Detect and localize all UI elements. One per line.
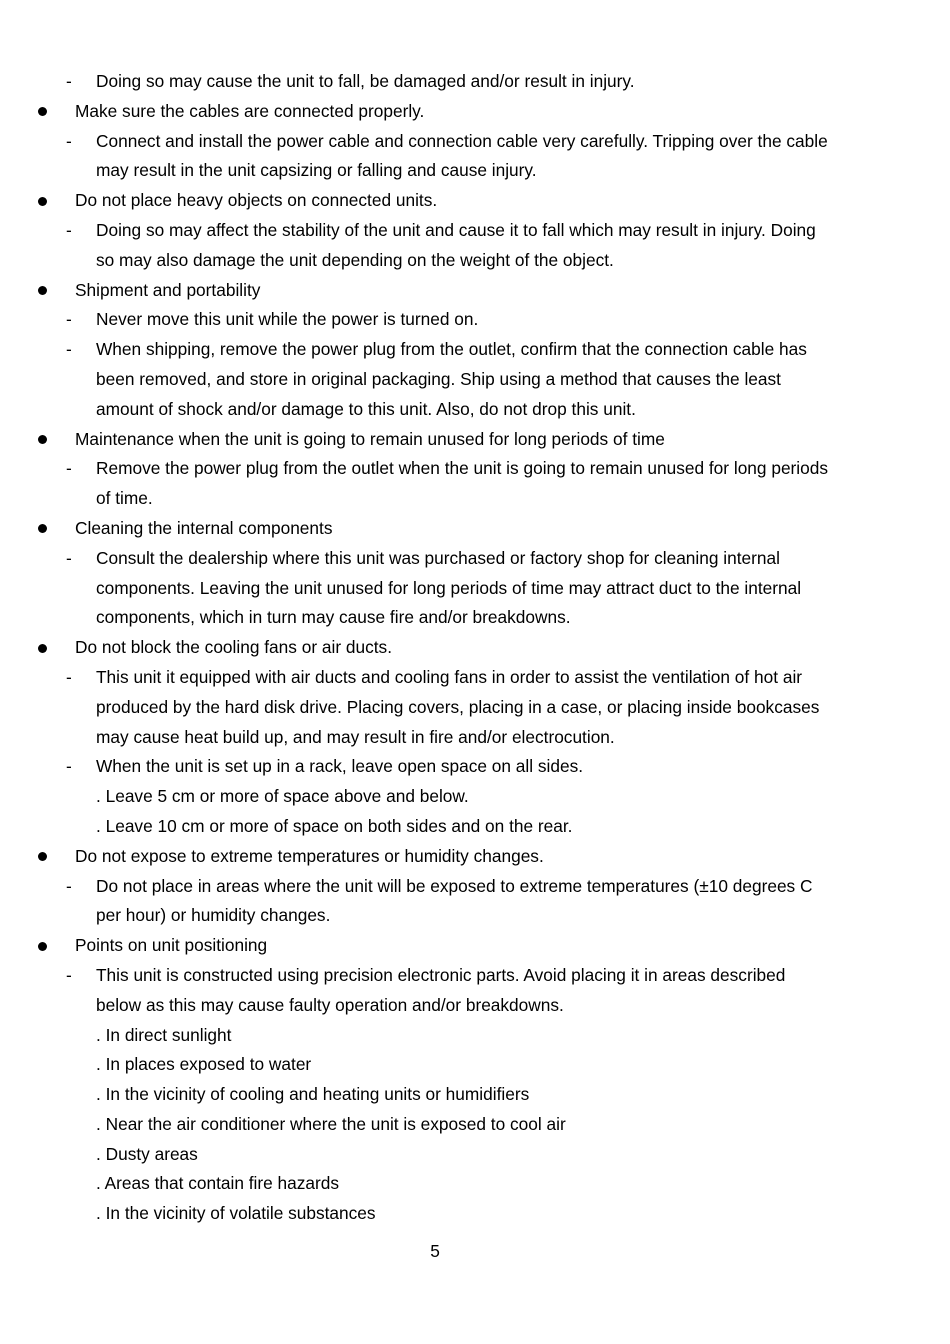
dash-item xyxy=(0,663,950,693)
line-text: Cleaning the internal components xyxy=(75,517,333,538)
dash-marker: - xyxy=(66,309,72,330)
bullet-heading xyxy=(0,633,950,663)
dash-item xyxy=(0,752,950,782)
line-text: . In direct sunlight xyxy=(96,1024,232,1045)
dash-item xyxy=(0,872,950,902)
line-text: of time. xyxy=(96,488,153,509)
line-text: . In the vicinity of cooling and heating units or humidifiers xyxy=(96,1084,530,1105)
line-text: below as this may cause faulty operation and/or breakdowns. xyxy=(96,994,564,1015)
page-number: 5 xyxy=(430,1241,440,1261)
dash-item xyxy=(0,127,950,157)
dash-item xyxy=(0,67,950,97)
sub-item xyxy=(0,1169,950,1199)
continuation-line xyxy=(0,574,950,604)
sub-item xyxy=(0,1140,950,1170)
dash-item xyxy=(0,544,950,574)
bullet-dot-icon xyxy=(38,435,47,444)
sub-item xyxy=(0,1199,950,1229)
continuation-line xyxy=(0,603,950,633)
bullet-dot-icon xyxy=(38,644,47,653)
dash-marker: - xyxy=(66,458,72,479)
bullet-heading xyxy=(0,842,950,872)
line-text: per hour) or humidity changes. xyxy=(96,905,331,926)
sub-item xyxy=(0,1080,950,1110)
sub-item xyxy=(0,812,950,842)
dash-marker: - xyxy=(66,219,72,240)
line-text: Do not place in areas where the unit will be exposed to extreme temperatures (±10 degrees C xyxy=(96,875,813,896)
dash-item xyxy=(0,335,950,365)
line-text: components. Leaving the unit unused for long periods of time may attract duct to the internal xyxy=(96,577,802,598)
dash-item xyxy=(0,216,950,246)
line-text: This unit is constructed using precision electronic parts. Avoid placing it in areas described xyxy=(96,964,786,985)
line-text: amount of shock and/or damage to this unit. Also, do not drop this unit. xyxy=(96,398,636,419)
bullet-heading xyxy=(0,276,950,306)
dash-marker: - xyxy=(66,130,72,151)
line-text: Never move this unit while the power is turned on. xyxy=(96,309,479,330)
line-text: Remove the power plug from the outlet when the unit is going to remain unused for long periods xyxy=(96,458,829,479)
line-text: . Leave 5 cm or more of space above and below. xyxy=(96,786,469,807)
line-text: Maintenance when the unit is going to remain unused for long periods of time xyxy=(75,428,665,449)
line-text: . In the vicinity of volatile substances xyxy=(96,1203,376,1224)
bullet-dot-icon xyxy=(38,524,47,533)
line-text: Points on unit positioning xyxy=(75,935,268,956)
sub-item xyxy=(0,1050,950,1080)
dash-item xyxy=(0,305,950,335)
line-text: produced by the hard disk drive. Placing covers, placing in a case, or placing inside bookcases xyxy=(96,696,820,717)
line-text: . Areas that contain fire hazards xyxy=(96,1173,340,1194)
line-text: components, which in turn may cause fire and/or breakdowns. xyxy=(96,607,571,628)
line-text: Connect and install the power cable and connection cable very carefully. Tripping over the cable xyxy=(96,130,828,151)
dash-marker: - xyxy=(66,756,72,777)
sub-item xyxy=(0,782,950,812)
sub-item xyxy=(0,1021,950,1051)
bullet-dot-icon xyxy=(38,942,47,951)
bullet-dot-icon xyxy=(38,197,47,206)
line-text: Doing so may cause the unit to fall, be damaged and/or result in injury. xyxy=(96,71,635,91)
dash-marker: - xyxy=(66,875,72,896)
dash-item xyxy=(0,454,950,484)
document-body xyxy=(0,67,950,1229)
line-text: When shipping, remove the power plug from the outlet, confirm that the connection cable has xyxy=(96,339,807,360)
dash-marker: - xyxy=(66,547,72,568)
line-text: This unit it equipped with air ducts and cooling fans in order to assist the ventilation of hot air xyxy=(96,666,803,687)
line-text: Do not expose to extreme temperatures or humidity changes. xyxy=(75,845,544,866)
line-text: so may also damage the unit depending on the weight of the object. xyxy=(96,249,614,270)
dash-marker: - xyxy=(66,339,72,360)
line-text: . Near the air conditioner where the unit is exposed to cool air xyxy=(96,1113,566,1134)
line-text: When the unit is set up in a rack, leave open space on all sides. xyxy=(96,756,584,777)
bullet-heading xyxy=(0,514,950,544)
continuation-line xyxy=(0,484,950,514)
line-text: . Leave 10 cm or more of space on both sides and on the rear. xyxy=(96,815,573,836)
dash-marker: - xyxy=(66,71,72,91)
line-text: . Dusty areas xyxy=(96,1143,198,1164)
line-text: Make sure the cables are connected properly. xyxy=(75,100,425,121)
bullet-dot-icon xyxy=(38,852,47,861)
line-text: Consult the dealership where this unit was purchased or factory shop for cleaning internal xyxy=(96,547,780,568)
continuation-line xyxy=(0,901,950,931)
continuation-line xyxy=(0,156,950,186)
dash-marker: - xyxy=(66,666,72,687)
line-text: Do not block the cooling fans or air ducts. xyxy=(75,637,392,658)
continuation-line xyxy=(0,991,950,1021)
dash-marker: - xyxy=(66,964,72,985)
bullet-dot-icon xyxy=(38,107,47,116)
line-text: may result in the unit capsizing or falling and cause injury. xyxy=(96,160,537,181)
bullet-dot-icon xyxy=(38,286,47,295)
bullet-heading xyxy=(0,186,950,216)
continuation-line xyxy=(0,693,950,723)
bullet-heading xyxy=(0,931,950,961)
bullet-heading xyxy=(0,97,950,127)
line-text: Shipment and portability xyxy=(75,279,261,300)
line-text: may cause heat build up, and may result in fire and/or electrocution. xyxy=(96,726,615,747)
continuation-line xyxy=(0,723,950,753)
line-text: . In places exposed to water xyxy=(96,1054,312,1075)
line-text: been removed, and store in original packaging. Ship using a method that causes the least xyxy=(96,368,781,389)
bullet-heading xyxy=(0,425,950,455)
sub-item xyxy=(0,1110,950,1140)
line-text: Do not place heavy objects on connected units. xyxy=(75,190,438,211)
dash-item xyxy=(0,961,950,991)
line-text: Doing so may affect the stability of the unit and cause it to fall which may result in injury. Doing xyxy=(96,219,816,240)
continuation-line xyxy=(0,395,950,425)
continuation-line xyxy=(0,365,950,395)
continuation-line xyxy=(0,246,950,276)
